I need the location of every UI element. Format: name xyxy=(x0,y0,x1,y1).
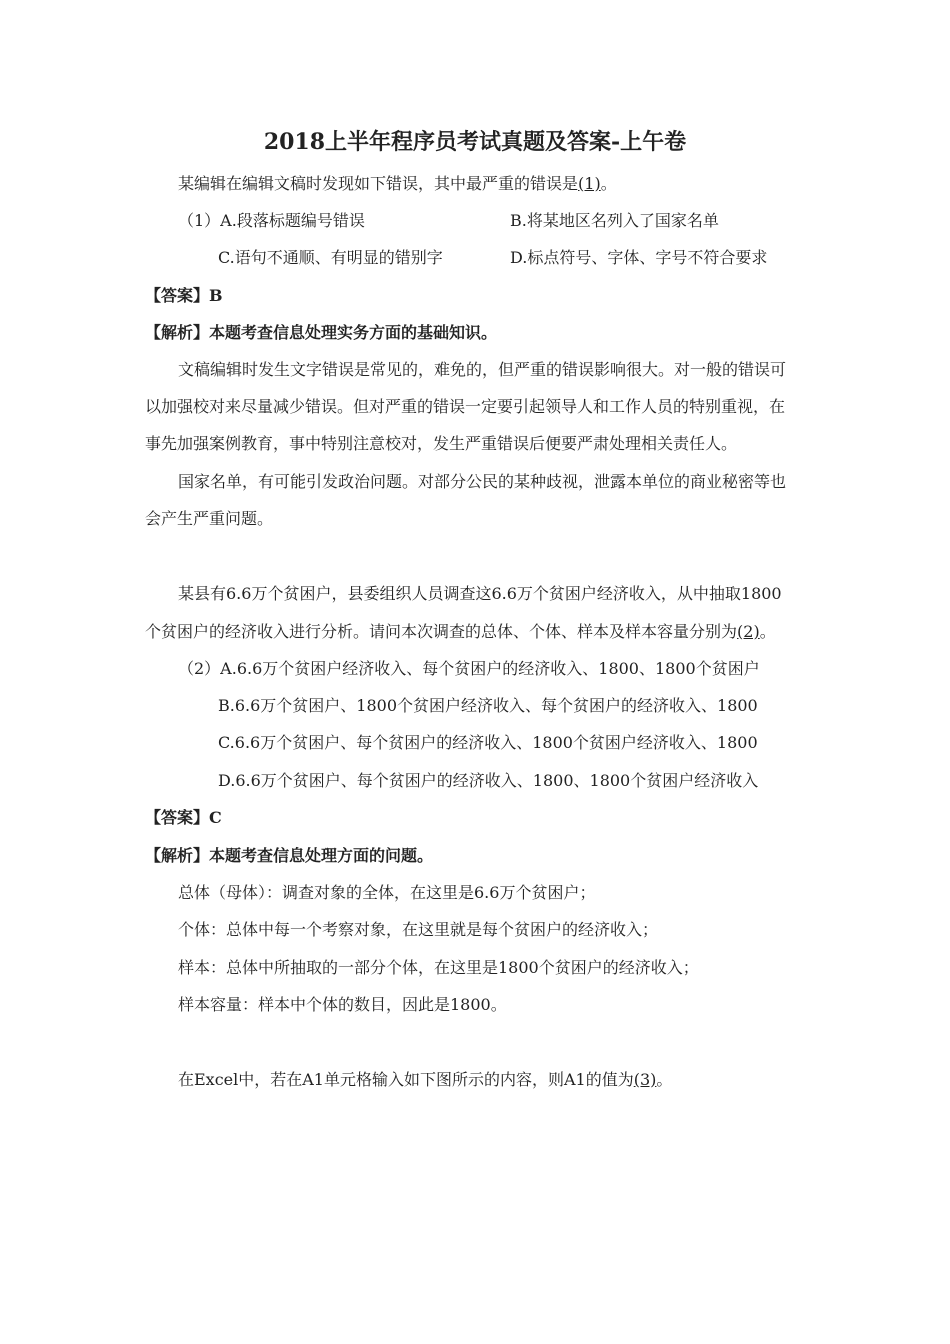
question-1-analysis-line: 事先加强案例教育，事中特别注意校对，发生严重错误后便要严肃处理相关责任人。 xyxy=(145,434,738,453)
question-2-stem-text: 个贫困户的经济收入进行分析。请问本次调查的总体、个体、样本及样本容量分别为 xyxy=(145,622,738,641)
question-2-option-d: D.6.6万个贫困户、每个贫困户的经济收入、1800、1800个贫困户经济收入 xyxy=(218,771,759,790)
question-1-stem-end: 。 xyxy=(600,174,617,193)
question-2-stem-end: 。 xyxy=(759,622,776,641)
question-1-analysis-line: 国家名单，有可能引发政治问题。对部分公民的某种歧视，泄露本单位的商业秘密等也 xyxy=(178,472,787,491)
question-1-stem xyxy=(178,174,617,194)
question-2-option-c: C.6.6万个贫困户、每个贫困户的经济收入、1800个贫困户经济收入、1800 xyxy=(218,733,758,752)
question-2-analysis-heading: 【解析】本题考查信息处理方面的问题。 xyxy=(145,846,434,865)
question-1-option-a: （1）A.段落标题编号错误 xyxy=(178,211,365,230)
page-title: 2018上半年程序员考试真题及答案-上午卷 xyxy=(263,129,687,155)
question-2-blank: (2) xyxy=(737,622,760,641)
question-2-analysis-line: 样本：总体中所抽取的一部分个体，在这里是1800个贫困户的经济收入； xyxy=(178,958,699,977)
question-1-option-d: D.标点符号、字体、字号不符合要求 xyxy=(510,248,768,267)
question-3-stem-text: 在Excel中，若在A1单元格输入如下图所示的内容，则A1的值为 xyxy=(178,1070,634,1089)
question-1-analysis-line: 会产生严重问题。 xyxy=(145,509,274,528)
question-2-analysis-line: 个体：总体中每一个考察对象，在这里就是每个贫困户的经济收入； xyxy=(178,920,659,939)
question-1-option-b: B.将某地区名列入了国家名单 xyxy=(510,211,719,230)
question-3-blank: (3) xyxy=(633,1070,657,1089)
question-1-analysis-line: 以加强校对来尽量减少错误。但对严重的错误一定要引起领导人和工作人员的特别重视，在 xyxy=(145,397,786,416)
question-1-answer: 【答案】B xyxy=(145,286,223,305)
question-2-option-b: B.6.6万个贫困户、1800个贫困户经济收入、每个贫困户的经济收入、1800 xyxy=(218,696,758,715)
question-3-stem xyxy=(178,1070,672,1090)
question-1-blank: (1) xyxy=(578,174,601,193)
question-2-stem: 某县有6.6万个贫困户，县委组织人员调查这6.6万个贫困户经济收入，从中抽取1800 xyxy=(178,584,782,603)
question-2-answer: 【答案】C xyxy=(145,808,222,827)
question-2-option-a: （2）A.6.6万个贫困户经济收入、每个贫困户的经济收入、1800、1800个贫困户 xyxy=(178,659,760,678)
question-1-option-c: C.语句不通顺、有明显的错别字 xyxy=(218,248,443,267)
question-3-stem-end: 。 xyxy=(656,1070,673,1089)
question-1-stem-text: 某编辑在编辑文稿时发现如下错误，其中最严重的错误是 xyxy=(178,174,579,193)
question-2-analysis-line: 样本容量：样本中个体的数目，因此是1800。 xyxy=(178,995,507,1014)
question-1-analysis-line: 文稿编辑时发生文字错误是常见的，难免的，但严重的错误影响很大。对一般的错误可 xyxy=(178,360,787,379)
question-1-analysis-heading: 【解析】本题考查信息处理实务方面的基础知识。 xyxy=(145,323,498,342)
question-2-analysis-line: 总体（母体）：调查对象的全体，在这里是6.6万个贫困户； xyxy=(178,883,596,902)
question-2-stem xyxy=(145,622,776,642)
